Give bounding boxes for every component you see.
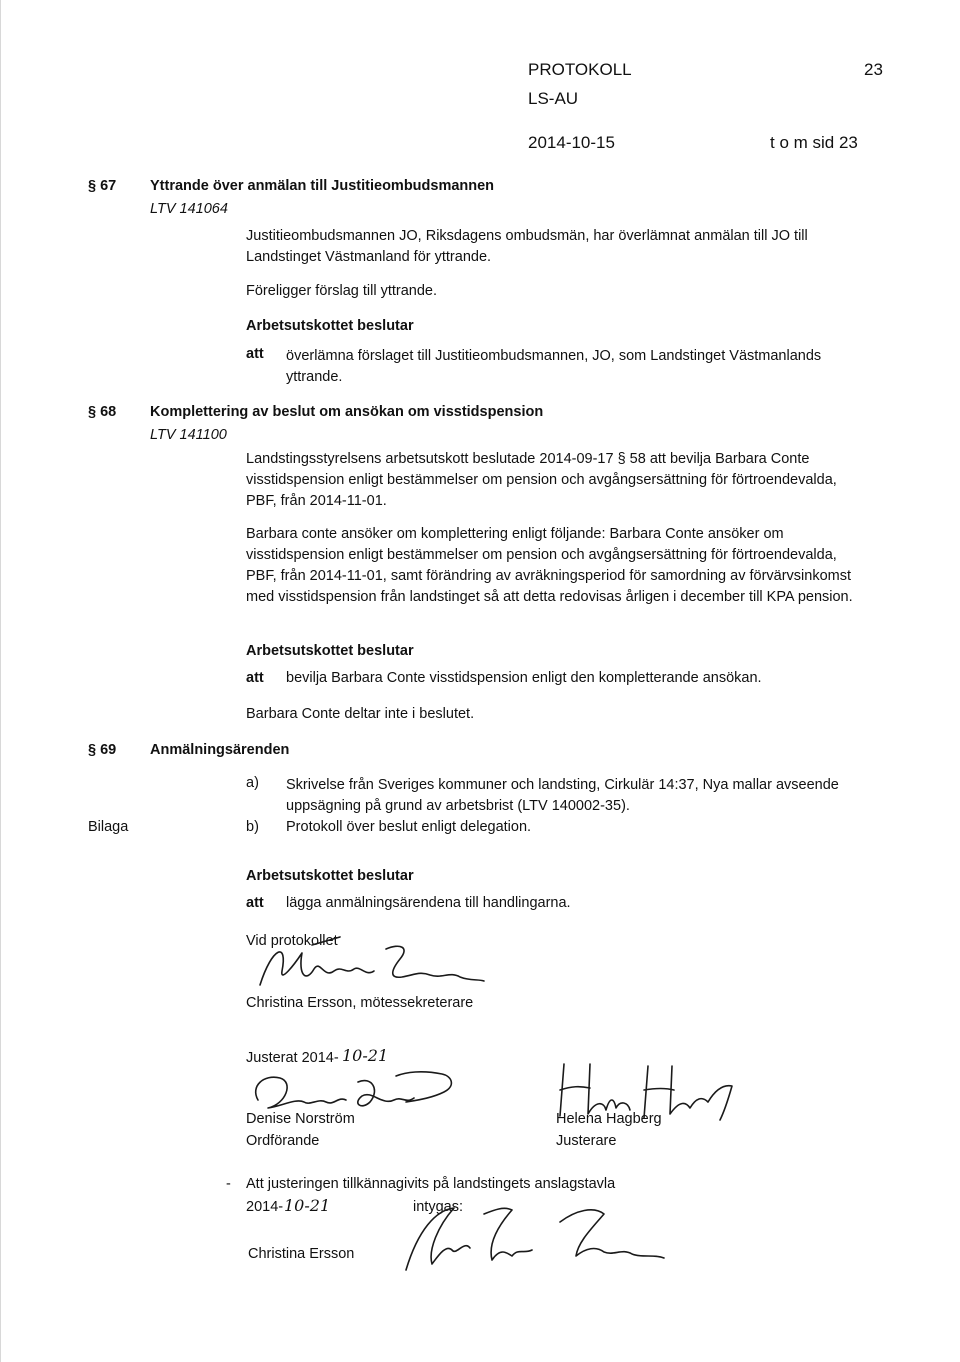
case-ref-67: LTV 141064 [150,201,228,217]
page-range: t o m sid 23 [770,133,858,152]
chair-name: Denise Norström [246,1111,355,1127]
page-number: 23 [864,60,883,79]
secretary-name: Christina Ersson, mötessekreterare [246,995,474,1011]
posting-handwritten-date: 10-21 [284,1196,331,1215]
att-label-67: att [246,346,264,362]
secretary-signature [250,935,490,997]
adjuster-role: Justerare [556,1133,617,1149]
certifier-signature [392,1200,672,1280]
intygas-label: intygas: [413,1199,463,1215]
section-title-68: Komplettering av beslut om ansökan om visstidspension [150,404,544,420]
section-number-68: § 68 [88,404,117,420]
adjuster-name: Helena Hagberg [556,1111,662,1127]
list-item-a: Skrivelse från Sveriges kommuner och landsting, Cirkulär 14:37, Nya mallar avseende uppsägning på grund av arbetsbrist (LTV 140002-35). [286,777,839,814]
paragraph-67-1: Justitieombudsmannen JO, Riksdagens ombudsmän, har överlämnat anmälan till JO till Landstinget Västmanland för yttrande. [246,228,808,265]
decision-heading-67: Arbetsutskottet beslutar [246,318,414,334]
paragraph-67-2: Föreligger förslag till yttrande. [246,283,437,299]
paragraph-68-1: Landstingsstyrelsens arbetsutskott beslutade 2014-09-17 § 58 att bevilja Barbara Conte visstidspension enligt bestämmelser om pension och avgångsersättning för förtroendevalda, PBF, från 2014-11-01. [246,451,837,509]
meeting-date: 2014-10-15 [528,133,615,152]
posting-text: Att justeringen tillkännagivits på landstingets anslagstavla [246,1176,616,1192]
note-68: Barbara Conte deltar inte i beslutet. [246,706,475,722]
decision-text-69: lägga anmälningsärendena till handlingarna. [286,895,571,911]
decision-heading-69: Arbetsutskottet beslutar [246,868,414,884]
posting-date-label: 2014- [246,1199,284,1215]
paragraph-68-2: Barbara conte ansöker om komplettering enligt följande: Barbara Conte ansöker om visstidspension enligt bestämmelser om pension och avgångsersättning för förtroendevalda, PBF, från 2014-11-01, samt förändring av avräkningsperiod för samordning av förvärvsinkomst med visstidspension från landstinget så att detta redovisas årligen i december till KPA pension. [246,526,853,605]
justerat-label: Justerat 2014- [246,1050,339,1066]
att-label-68: att [246,670,264,686]
list-marker-b: b) [246,819,259,835]
att-label-69: att [246,895,264,911]
bilaga-label: Bilaga [88,819,129,835]
doc-type: PROTOKOLL [528,60,632,79]
section-title-69: Anmälningsärenden [150,742,290,758]
certifier-name: Christina Ersson [248,1246,355,1262]
justerat-handwritten-date: 10-21 [342,1046,389,1065]
case-ref-68: LTV 141100 [150,427,227,443]
body-abbrev: LS-AU [528,89,579,108]
chair-role: Ordförande [246,1133,320,1149]
section-number-67: § 67 [88,178,117,194]
vid-protokollet-label: Vid protokollet [246,933,338,949]
decision-text-68: bevilja Barbara Conte visstidspension enligt den kompletterande ansökan. [286,670,762,686]
section-title-67: Yttrande över anmälan till Justitieombudsmannen [150,178,495,194]
posting-bullet: - [226,1176,231,1192]
scan-edge [0,0,1,1362]
section-number-69: § 69 [88,742,117,758]
decision-heading-68: Arbetsutskottet beslutar [246,643,414,659]
list-item-b: Protokoll över beslut enligt delegation. [286,819,532,835]
list-marker-a: a) [246,775,259,791]
decision-text-67: överlämna förslaget till Justitieombudsmannen, JO, som Landstinget Västmanlands yttrande. [286,348,822,385]
